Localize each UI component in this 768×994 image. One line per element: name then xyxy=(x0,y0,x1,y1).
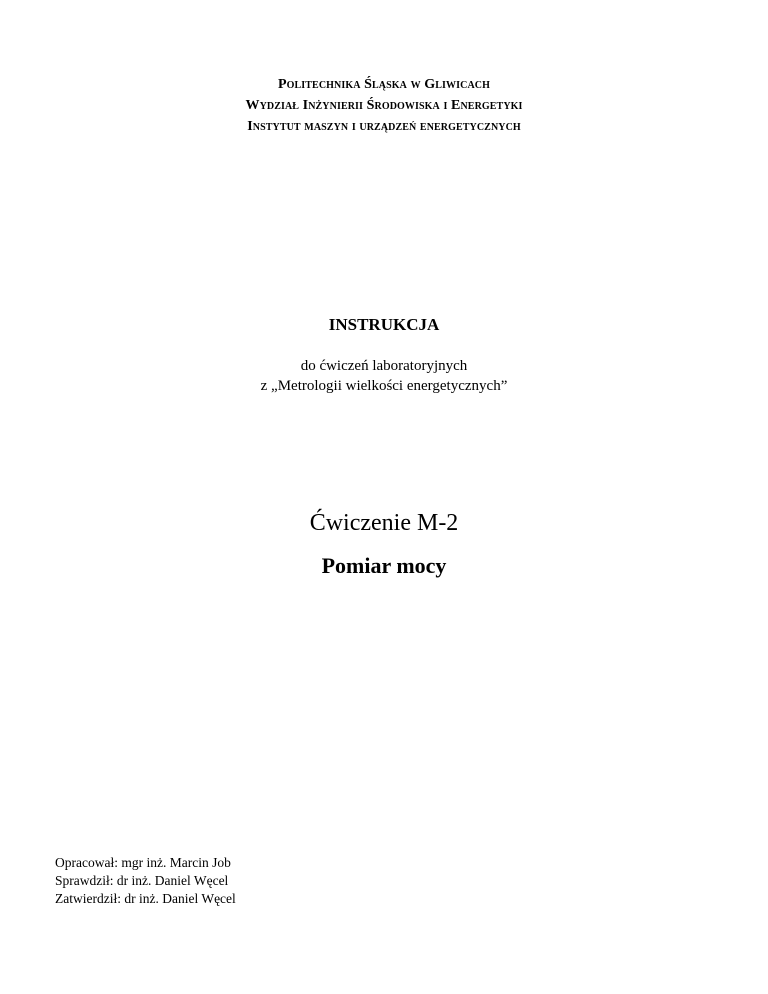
checked-by: Sprawdził: dr inż. Daniel Węcel xyxy=(55,873,229,888)
institute-name: Instytut maszyn i urządzeń energetycznych xyxy=(247,119,521,134)
prepared-by: Opracował: mgr inż. Marcin Job xyxy=(55,855,231,870)
document-title: INSTRUKCJA xyxy=(328,315,440,334)
university-name: Politechnika Śląska w Gliwicach xyxy=(278,77,490,92)
approved-by: Zatwierdził: dr inż. Daniel Węcel xyxy=(55,891,236,906)
subtitle-line-2: z „Metrologii wielkości energetycznych” xyxy=(260,378,508,394)
subtitle-line-1: do ćwiczeń laboratoryjnych xyxy=(300,358,468,374)
exercise-number: Ćwiczenie M-2 xyxy=(309,510,459,536)
exercise-topic: Pomiar mocy xyxy=(321,553,447,578)
institution-header xyxy=(0,74,768,137)
credits-block xyxy=(55,854,236,908)
document-subtitle xyxy=(0,356,768,396)
faculty-name: Wydział Inżynierii Środowiska i Energetyki xyxy=(245,98,523,113)
